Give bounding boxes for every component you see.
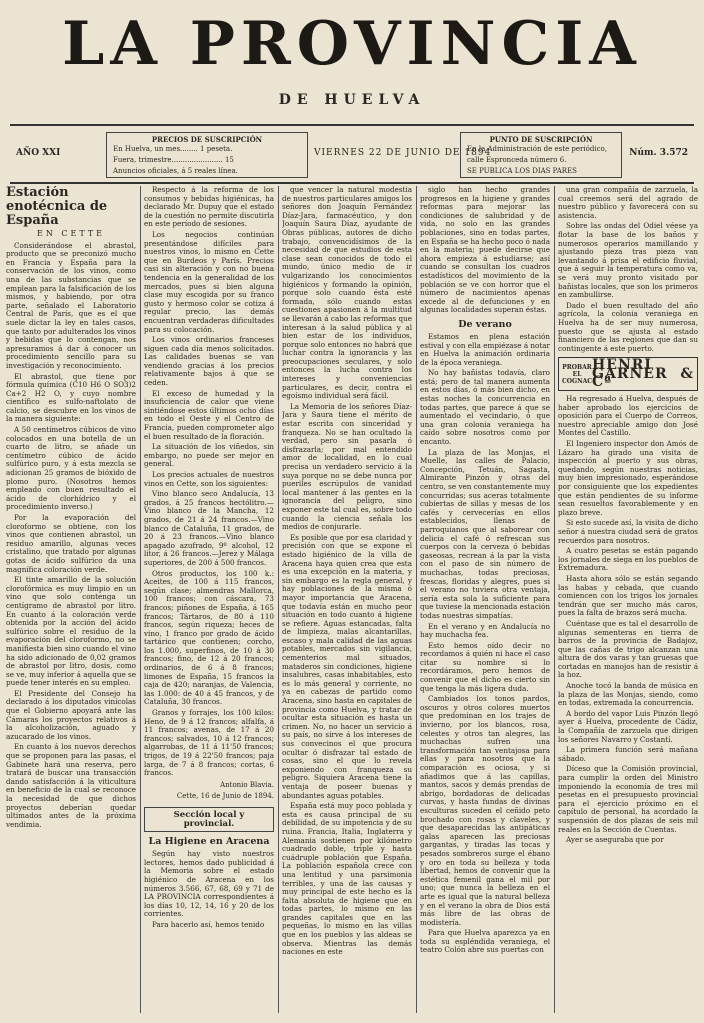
paragraph: Los negocios continúan presentándose difíciles para nuestros vinos, lo mismo en Cette que en Burdeos y París. Precios casi sin alteración y con no buena tendencia en la generalidad de los mercados, pues si bien alguna clase muy escogida por su franco gusto y hermoso color se cotiza á regular precio, las demás encuentran verdaderas dificultades para su colocación. (144, 229, 274, 334)
paragraph: La primera función será mañana sábado. (558, 745, 698, 763)
paragraph: Ha regresado á Huelva, después de haber aprobado los ejercicios de oposición para el Cuerpo de Correos, nuestro apreciable amigo don José Montes del Castillo. (558, 394, 698, 438)
paragraph: Cuéntase que es tal el desarrollo de algunas sementeras en tierra de barros de la provincia de Badajoz, que las cañas de trigo alcanzan una altura de dos varas y tan gruesas que cortadas en manojos han de resistir á la hoz. (558, 618, 698, 680)
column-4 (420, 186, 550, 1023)
year-label: AÑO XXI (16, 148, 61, 158)
article-headline: De verano (458, 318, 512, 330)
paragraph: Según hay visto nuestros lectores, hemos dado publicidad á la Memoria sobre el estado higiénico de Aracena en los números 3.566, 67, 68, 69 y 71 de LA PROVINCIA correspondientes á los días 10, 12, 14, 16 y 20 de los corrientes. (144, 849, 274, 919)
paragraph: El abrastol, que tiene por fórmula química (C10 H6 O SO3)2 Ca+2 H2 O, y cuyo nombre científico es sulfo-naftolato de calcio, se descubre en los vinos de la manera siguiente: (6, 371, 136, 424)
paragraph: Si esto sucede así, la visita de dicho señor á nuestra ciudad será de gratos recuerdos para nosotros. (558, 518, 698, 545)
paragraph: A 50 centímetros cúbicos de vino colocados en una botella de un cuarto de litro, se añade un centímetro cúbico de ácido sulfúrico puro, y á esta mezcla se adicionan 25 gramos de bióxido de plomo puro. (Nosotros hemos empleado con buen resultado el ácido de clorhídrico y el procedimiento inverso.) (6, 425, 136, 512)
paragraph: Vino blanco seco Andalucía, 13 grados, á 25 francos hectólitro.—Vino blanco de la Mancha, 12 grados, de 21 á 24 francos.—Vino blanco de Cataluña, 11 grados, de 20 á 23 francos.—Vino blanco apagado azufrado, 9º alcohol, 12 litor, á 26 francos.—Jerez y Málaga superiores, de 200 á 500 francos. (144, 489, 274, 567)
paragraph: Díceso que la Comisión provincial, para cumplir la orden del Ministro imponiendo la economía de tres mil pesetas en el presupuesto provincial para el ejercicio próximo en el capítulo de personal, ha acordado la suspensión de dos plazas de seis mil reales en la Sección de Cuentas. (558, 764, 698, 834)
paragraph: siglo han hecho grandes progresos en la higiene y grandes reformas para mejorar las condiciones de salubridad y de vida, no solo en las grandes poblaciones, sino en todas partes, en España se ha hecho poco ó nada en la materia; puede decirse que ahora empieza á estudiarse; así cuando se consultan los cuadros estadísticos del movimiento de la población se ve con horror que el número de nacimientos apenas excede al de defunciones y en algunas localidades superan éstas. (420, 186, 550, 315)
subscription-line: Anuncios oficiales, á 5 reales línea. (113, 167, 238, 175)
paragraph: Los vinos ordinarios franceses siguen cada día menos solicitados. Las calidades buenas se van vendiendo gracias á los precios relativamente bajos á que se ceden. (144, 335, 274, 388)
masthead (0, 0, 704, 128)
paragraph: El Presidente del Consejo ha declarado á los diputados vinícolas que el Gobierno apoyará ante las Cámaras los proyectos relativos á la alcoholización, aguado y azucarado de los vinos. (6, 688, 136, 741)
paragraph: Otros productos, los 100 k.: Aceites, de 100 á 115 francos, según clase; almendras Mallorca, 100 francos; con cáscara, 73 francos; piñones de España, á 165 francos; Tártaros, de 80 á 110 francos, según riqueza; heces de vino, 1 franco por grado de ácido tartárico que contienen; corcho, los 1.000, superfinos, de 10 á 30 francos; fino, de 12 á 20 francos; ordinarios, de 6 á 8 francos; limones de España, 15 francos la caja de 420; naranjas, de Valencia, las 1.000: de 40 á 45 francos, y de Cataluña, 30 francos. (144, 568, 274, 707)
article-subheadline: EN CETTE (36, 229, 105, 238)
columns (6, 186, 698, 1023)
paragraph: Esto hemos oído decir no recordamos á quién ni hace el caso citar su nombre si lo recordáramos, pero hemos de convenir que el dicho es cierto sin que tenga la más ligera duda. (420, 640, 550, 693)
subscription-point-line: En la Administración de este periódico, (467, 145, 607, 153)
issue-number: Núm. 3.572 (629, 148, 688, 158)
paragraph: En cuanto á los nuevos derechos que se proponen para las pasas, el Gabinete hará una reserva, pero tratará de buscar una transacción dando satisfacción á la viticultura en beneficio de la cual se reconoce la necesidad de que dichos proyectos deberían quedar ultimados antes de la próxima vendimia. (6, 742, 136, 829)
paragraph: una gran compañía de zarzuela, la cual creemos será del agrado de nuestro público y favorecerá con su asistencia. (558, 186, 698, 220)
signature: Antonio Blavia. (220, 780, 274, 789)
cognac-advertisement (558, 357, 698, 391)
paragraph: No hay bañistas todavía, claro está; pero de tal manera aumenta en estos días, ó más bien dicho, en estas noches la concurrencia en todas partes, que parece á que se aumentado el vecindario, ó que una gran colonia veraniega ha caído sobre nosotros como por encanto. (420, 368, 550, 447)
column-5 (558, 186, 698, 1023)
paragraph: Por la evaporación del cloroformo se obtiene, con los vinos que contienen abrastol, un residuo amarillo, algunas veces cristalino, que tratado por algunas gotas de ácido sulfúrico da una magnífica coloración verde. (6, 513, 136, 574)
paragraph: Hasta ahora sólo se están segando las habas y cebada, que cuando comiencen con los trigos los jornales tendrán que ser mucho más caros, pues la falta de brazos será mucha. (558, 573, 698, 618)
column-1 (6, 186, 136, 1023)
subscription-point-title: PUNTO DE SUSCRIPCIÓN (489, 135, 593, 144)
signature-date: Cette, 16 de Junio de 1894. (176, 792, 274, 801)
paragraph: Anoche tocó la banda de música en la plaza de las Monjas, siendo, como en todas, extremada la concurrencia. (558, 681, 698, 708)
column-rule (140, 186, 141, 1013)
article-headline: La Higiene en Aracena (148, 836, 270, 848)
column-rule (416, 186, 417, 1013)
newspaper-subtitle: DE HUELVA (278, 92, 426, 108)
ad-small-line: EL (572, 370, 582, 378)
ad-small-line: COGNAC (562, 377, 593, 385)
paragraph: El tinte amarillo de la solución clorofórmica es muy limpio en un vino que solo contenga un centígramo de abrastol por litro. En cuanto á la coloración verde obtenida por la acción del ácido sulfúrico sobre el residuo de la evaporación del cloroformo, no se manifiesta bien sino cuando el vino ha sido adicionado de 0,02 gramos de abrastol por litro, dosis, como se ve, muy inferior á aquella que se puede tener interés en su empleo. (6, 575, 136, 688)
subscription-line: En Huelva, un mes........ 1 peseta. (113, 145, 233, 153)
paragraph: España está muy poco poblada y esta es causa principal de su debilidad, de su impotencia y de su ruina. Francia, Italia, Inglaterra y Alemania sostienen por kilómetro cuadrado doble, triple y hasta cuádruple población que España. La población española crece con una lentitud y una parsimonia terribles, y una de las causas y muy principal de este hecho es la falta absoluta de higiene que en todas partes, lo mismo en las grandes capitales que en las pequeñas, lo mismo en las villas que en los pueblos y las aldeas se observa. Mientras las demás naciones en este (282, 801, 412, 957)
info-bar (10, 124, 694, 184)
paragraph: Los precios actuales de nuestros vinos en Cette, son los siguientes: (144, 470, 274, 488)
paragraph: Considerándose el abrastol, producto que se preconizó mucho en Francia y España para la conservación de los vinos, como una de las substancias que se emplean para la falsificación de los mismos, y habiendo, por otra parte, señalado el Laboratorio Central de París, que es el que suele dictar la ley en tales casos, que tanto por adulterados los vinos y bebidas que lo contengan, nos apresuramos á dar á conocer un procedimiento sencillo para su investigación y reconocimiento. (6, 240, 136, 370)
paragraph: El exceso de humedad y la insuficiencia de calor que viene sintiéndose estos últimos ocho días en todo el Oeste y el Centro de Francia, pueden comprometer algo el buen resultado de la floración. (144, 388, 274, 441)
subscription-prices-box (106, 132, 308, 178)
ad-small-line: PROBAR (562, 363, 592, 371)
subscription-point-box (460, 132, 622, 178)
paragraph: A cuatro pesetas se están pagando los jornales de siega en los pueblos de Extremadura. (558, 546, 698, 573)
ad-small-text (562, 364, 592, 385)
section-heading: Sección local y provincial. (144, 807, 274, 832)
paragraph: Cambiados los tonos pardos, oscuros y otros colores muertos que predominan en los trajes de invierno, por los blancos, rosa, celestes y otros tan alegres, las muchachas sufren una transformación tan ventajosa para ellas y para nosotros que la comparación es ociosa, y si añadimos que á las capillas, mantos, sacos y demás prendas de abrigo, bordadoras de delicadas curvas, y hasta fundas de divinas esculturas suceden el ceñido peto brochado con rosas y claveles, y que desaparecidas las antipáticas galas aparecen las preciosas gargantas, y tiradas las tocas y pesados sombreros surge el ébano y oro en toda su belleza y toda libertad, hemos de convenir que la estética femenil gana el mil por uno; que nunca la belleza en el arte es igual que la natural belleza y en el verano la obra de Dios está más libre de las obras de modistería. (420, 694, 550, 927)
paragraph: Para hacerlo así, hemos tenido (152, 919, 265, 929)
paragraph: Respecto á la reforma de los consumos y bebidas higiénicas, ha declarado Mr. Dupuy que el estado de la cuestión no permite discutirla en este período de sesiones. (144, 186, 274, 229)
column-3 (282, 186, 412, 1023)
subscription-prices-title: PRECIOS DE SUSCRIPCIÓN (151, 135, 263, 144)
paragraph: El Ingeniero inspector don Amós de Lázaro ha girado una visita de inspección al puerto y sus obras, quedando, según nuestras noticias, muy bien impresionado, esperándose por consiguiente que los expedientes que están pendientes de su informe sean resueltos favorablemente y en plazo breve. (558, 439, 698, 517)
paragraph: En el verano y en Andalucía no hay muchacha fea. (420, 621, 550, 640)
paragraph: Ayer se aseguraba que por (566, 835, 664, 845)
paragraph: La situación de los viñedos, sin embargo, no puede ser mejor en general. (144, 442, 274, 469)
newspaper-title: LA PROVINCIA (62, 9, 642, 79)
column-rule (278, 186, 279, 1013)
subscription-point-line: calle Espronceda número 6. (467, 156, 567, 164)
paragraph: A bordo del vapor Luis Pinzón llegó ayer á Huelva, procedente de Cádiz, la Compañía de zarzuela que dirigen los señores Navarro y Costantí. (558, 708, 698, 744)
paragraph: Dado el buen resultado del año agrícola, la colonia veraniega en Huelva ha de ser muy numerosa, puesto que se ajusta al estado financiero de las regiones que dan su contingente á este puerto. (558, 300, 698, 353)
paragraph: que vencer la natural modestia de nuestros particulares amigos los señores don Joaquín Fernández Díaz-Jara, farmacéutico, y don Joaquín Saura Díaz, ayudante de Obras públicas, autores de dicho trabajo, convencidísimos de la necesidad de que estudios de esta clase sean conocidos de todo el mundo, único medio de ir vulgarizando los conocimientos higiénicos y formando la opinión, porque solo cuando ésta esté formada, sólo cuando estas cuestiones apasionen á la multitud se llevarán á cabo las reformas que interesan á la salud pública y al bien estar de los individuos, porque solo entonces no habrá que luchar contra la ignorancia y las preocupaciones seculares, y solo entonces la lucha contra los intereses y conveniencias particulares, es decir, contra el egoísmo individual será fácil. (282, 186, 412, 401)
subscription-point-line: SE PUBLICA LOS DIAS PARES (467, 167, 577, 175)
subscription-line: Fuera, trimestre....................... 15 (113, 156, 234, 164)
article-headline: Estación enotécnica de España (6, 186, 108, 228)
column-2 (144, 186, 274, 1023)
paragraph: Granos y forrajes, los 100 kilos: Heno, de 9 á 12 francos; alfalfa, á 11 francos; avenas, de 17 á 20 francos; salvados, 10 á 12 francos; algarrobas, de 11 á 11'50 francos; trigos, de 19 á 22'50 francos; paja larga, de 7 á 8 francos; cortas, 6 francos. (144, 708, 274, 778)
paragraph: Sobre las ondas del Odiel véese ya flotar la base de los baños y numerosos operarios mamillando y ajustando pieza tras pieza van levantando á prisa el edificio fluvial, que á seguir la temperatura como va, se verá muy pronto visitado por bañistas locales, que son los primeros en zambullirse. (558, 221, 698, 300)
paragraph: Es posible que por esa claridad y precisión con que se expone el estado higiénico de la villa de Aracena haya quien crea que esta es una excepción en la materia, y sin embargo es la regla general, y hay poblaciones de la misma ó mayor importancia que Aracena, que todavía están en mucho peor situación en todo cuanto á higiene se refiere. Aguas estancadas, falta de limpieza, malas alcantarillas, escaso y mala calidad de las aguas potables, mercados sin vigilancia, cementerios mal situados, mataderos sin condiciones, higiene insalubres, casas inhabitables, esto es lo más general y corriente, no ya en cabezas de partido como Aracena, sino hasta en capitales de provincia como Huelva, y tratar de ocultar esta situación es hasta un crimen. No, no hacer un servicio á su país, no sirve á los intereses de sus convecinos el que procura ocultar ó disfrazar tal estado de cosas, sino el que lo revela exponiendo con franqueza su peligro. Siquiera Aracena tiene la ventaja de poseer buenas y abundantes aguas potables. (282, 532, 412, 800)
paragraph: La plaza de las Monjas, el Muelle, las calles de Palacio, Concepción, Tetuán, Sagasta, Almirante Pinzón y otras del centro, se ven constantemente muy concurridas; sus aceras totalmente cubiertas de sillas y mesas de los cafés y cervecerías en ellos establecidos, llenas de parroquianos que al saborear con delicia el café ó refrescan sus cuerpos con la cerveza ó bebidas gaseosas, recrean á la par la vista con el paso de sin número de muchachas, todas preciosas, frescas, floridas y alegres, pues si el verano no tuviera otra ventaja, sería esta sola la suficiente para que tuviese la mencionada estación todas nuestras simpatías. (420, 447, 550, 620)
paragraph: Para que Huelva aparezca ya en toda su espléndida veraniega, el teatro Colón abre sus puertas con (420, 928, 550, 955)
paragraph: La Memoria de los señores Díaz-Jara y Saura tiene el mérito de estar escrita con sinceridad y franqueza. No se han ocultado la verdad, pero sin pasarla ó disfrazarla; por mal entendido amor de localidad, en lo cual precisa un verdadero servicio á la suya porque no se debe nunca por pueriles escrúpulos de vanidad local mantener á las gentes en la ignorancia del peligro, sino exponer este tal cual es, sobre todo cuando la ciencia señala los medios de conjurarle. (282, 401, 412, 532)
ad-brand-name: HENRI GARNER & Cª (592, 357, 694, 391)
issue-date: VIERNES 22 DE JUNIO DE 1894 (314, 148, 492, 158)
column-rule (554, 186, 555, 1013)
paragraph: Estamos en plena estación estival y con ella empiézase á notar en Huelva la animación ordinaria de la época veraniega. (420, 331, 550, 367)
